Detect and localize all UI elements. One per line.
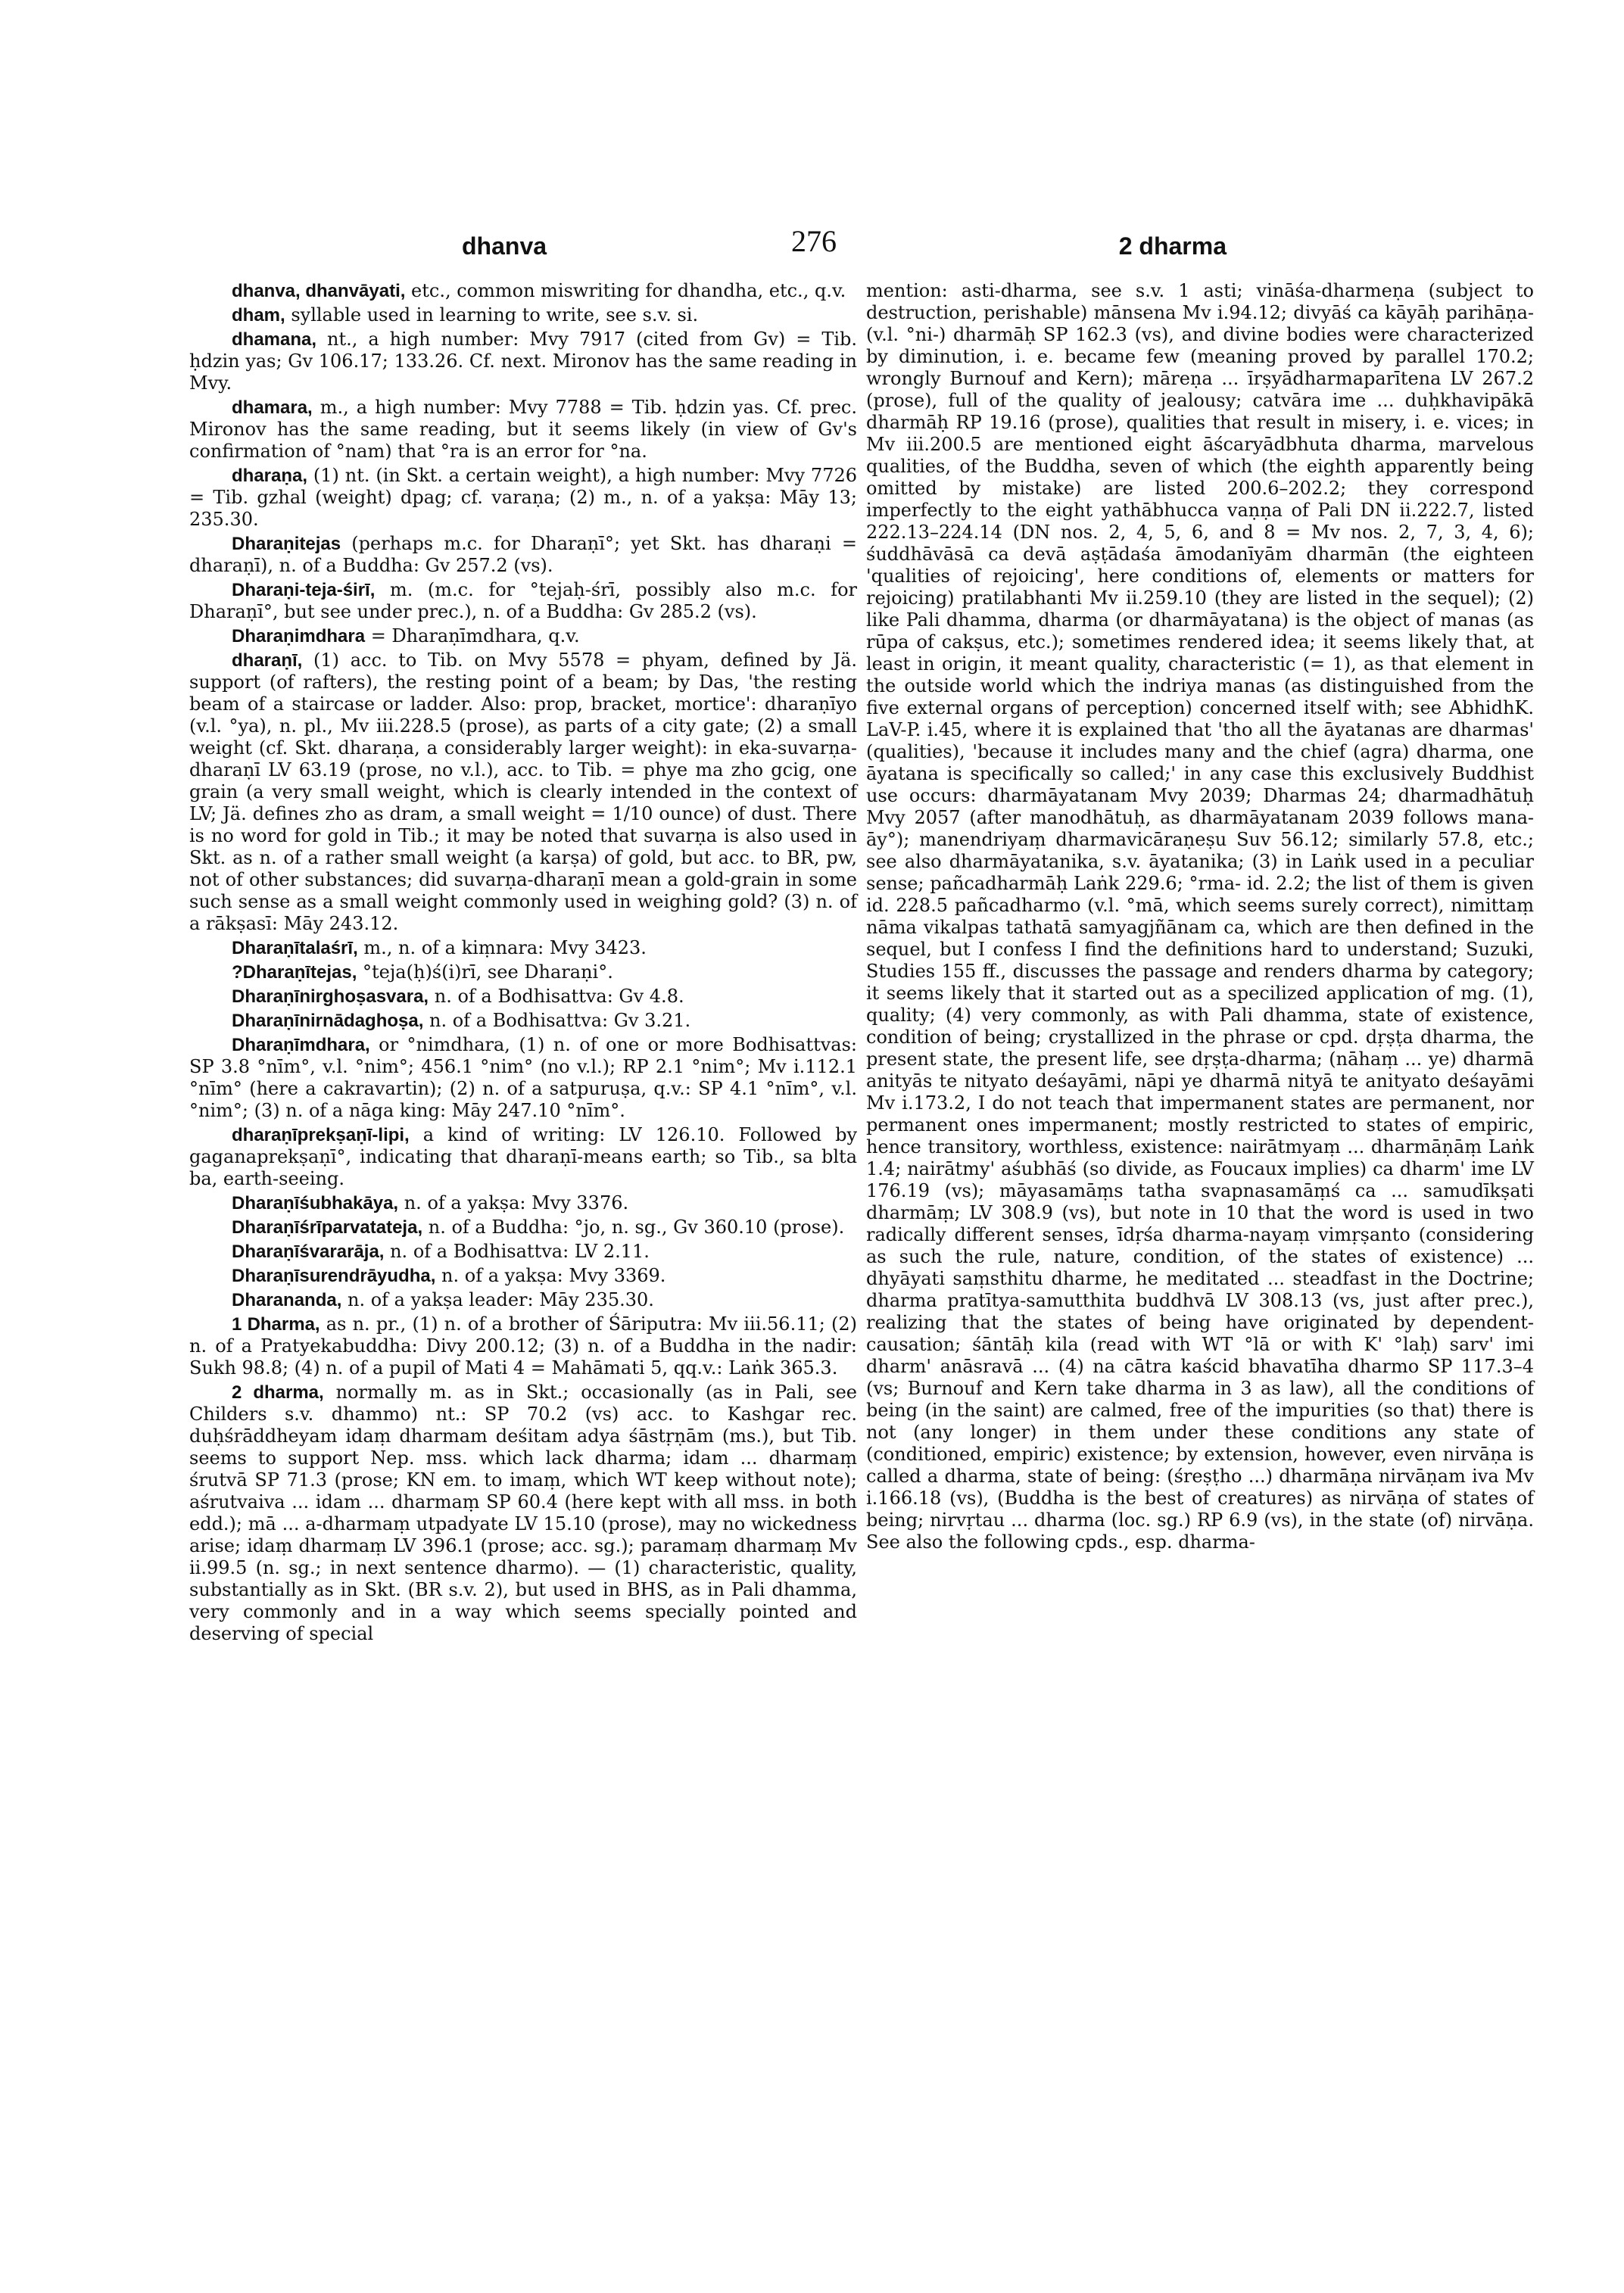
entry-headword: dharaṇī,	[232, 650, 303, 671]
entry-definition: (1) nt. (in Skt. a certain weight), a high number: Mvy 7726 = Tib. gzhal (weight) dpag; cf. varaṇa; (2) m., n. of a yakṣa: Māy 13; 235.30.	[189, 465, 857, 530]
entry-headword: Dharaṇītalaśrī,	[232, 938, 358, 958]
entry-definition: or °nimdhara, (1) n. of one or more Bodhisattvas: SP 3.8 °nīm°, v.l. °nim°; 456.1 °nim° (no v.l.); RP 2.1 °nim°; Mv i.112.1 °nīm° (here a cakravartin); (2) n. of a satpuruṣa, q.v.: SP 4.1 °nīm°, v.l. °nim°; (3) n. of a nāga king: Māy 247.10 °nīm°.	[189, 1034, 857, 1121]
left-column	[189, 280, 857, 1647]
dictionary-entry	[189, 533, 857, 577]
entry-headword: 1 Dharma,	[232, 1314, 320, 1335]
entry-headword: Dharaṇitejas	[232, 534, 341, 554]
dictionary-entry	[189, 625, 857, 647]
dictionary-entry	[189, 986, 857, 1008]
entry-definition: (1) acc. to Tib. on Mvy 5578 = phyam, defined by Jä. support (of rafters), the resting point of a beam; by Das, 'the resting beam of a staircase or ladder. Also: prop, bracket, mortice': dharaṇīyo (v.l. °ya), n. pl., Mv iii.228.5 (prose), as parts of a city gate; (2) a small weight (cf. Skt. dharaṇa, a considerably larger weight): in eka-suvarṇa-dharaṇī LV 63.19 (prose, no v.l.), acc. to Tib. = phye ma zho gcig, one grain (a very small weight, which is clearly intended in the context of LV; Jä. defines zho as dram, a small weight = 1/10 ounce) of dust. There is no word for gold in Tib.; it may be noted that suvarṇa is also used in Skt. as n. of a rather small weight (a karṣa) of gold, but acc. to BR, pw, not of other substances; did suvarṇa-dharaṇī mean a gold-grain in some such sense as a small weight commonly used in weighing gold? (3) n. of a rākṣasī: Māy 243.12.	[189, 650, 857, 934]
dictionary-entry	[189, 1382, 857, 1645]
dictionary-entry	[189, 465, 857, 531]
entry-definition: syllable used in learning to write, see s.v. si.	[285, 304, 699, 326]
entry-headword: Dharaṇīśvararāja,	[232, 1242, 385, 1262]
entry-headword: Dharaṇīmdhara,	[232, 1035, 370, 1055]
entry-headword: dharaṇa,	[232, 466, 308, 486]
entry-definition: n. of a yakṣa: Mvy 3369.	[435, 1265, 666, 1286]
dictionary-entry	[189, 1034, 857, 1122]
entry-definition: °teja(ḥ)ś(i)rī, see Dharaṇi°.	[357, 961, 613, 983]
entry-headword: dharaṇīprekṣaṇī-lipi,	[232, 1125, 410, 1145]
entry-headword: Dharaṇīśubhakāya,	[232, 1193, 399, 1213]
dictionary-entry	[189, 1124, 857, 1190]
entry-definition: n. of a Bodhisattva: LV 2.11.	[384, 1241, 650, 1262]
entry-headword: Dharaṇīnirnādaghoṣa,	[232, 1011, 424, 1031]
entry-definition: a kind of writing: LV 126.10. Followed by gaganaprekṣaṇī°, indicating that dharaṇī-means earth; so Tib., sa blta ba, earth-seeing.	[189, 1124, 857, 1189]
dictionary-entry	[189, 1010, 857, 1032]
dictionary-entry	[189, 1289, 857, 1311]
dictionary-entry	[189, 280, 857, 302]
dictionary-entry	[189, 1192, 857, 1214]
dictionary-entry	[189, 397, 857, 463]
dictionary-entry	[189, 579, 857, 623]
page-number: 276	[791, 224, 837, 258]
entry-definition: n. of a Bodhisattva: Gv 3.21.	[423, 1010, 691, 1031]
entry-headword: dham,	[232, 305, 285, 326]
entry-definition: nt., a high number: Mvy 7917 (cited from Gv) = Tib. ḥdzin yas; Gv 106.17; 133.26. Cf. next. Mironov has the same reading in Mvy.	[189, 329, 857, 394]
entry-definition: normally m. as in Skt.; occasionally (as in Pali, see Childers s.v. dhammo) nt.: SP 70.2 (vs) acc. to Kashgar rec. duḥśrāddheyam idaṃ dharmam deśitam adya śāstṛṇām (ms.), but Tib. seems to support Nep. mss. which lack dharma; idam ... dharmaṃ śrutvā SP 71.3 (prose; KN em. to imaṃ, which WT keep without note); aśrutvaiva ... idam ... dharmaṃ SP 60.4 (here kept with all mss. in both edd.); mā ... a-dharmaṃ utpadyate LV 15.10 (prose), may no wickedness arise; idaṃ dharmaṃ LV 396.1 (prose; acc. sg.); paramaṃ dharmaṃ Mv ii.99.5 (n. sg.; in next sentence dharmo). — (1) characteristic, quality, substantially as in Skt. (BR s.v. 2), but used in BHS, as in Pali dhamma, very commonly and in a way which seems specially pointed and deserving of special	[189, 1382, 857, 1644]
dictionary-entry	[189, 1217, 857, 1238]
entry-headword: Dharaṇīsurendrāyudha,	[232, 1266, 436, 1286]
page-header	[189, 223, 1439, 269]
entry-headword: Dharananda,	[232, 1290, 342, 1310]
entry-definition: m. (m.c. for °tejaḥ-śrī, possibly also m.c. for Dharaṇī°, but see under prec.), n. of a Buddha: Gv 285.2 (vs).	[189, 579, 857, 622]
dictionary-entry	[189, 1265, 857, 1287]
entry-headword: dhamana,	[232, 329, 317, 350]
entry-headword: dhanva, dhanvāyati,	[232, 281, 406, 301]
entry-definition: n. of a yakṣa leader: Māy 235.30.	[341, 1289, 654, 1310]
dictionary-entry	[189, 1313, 857, 1379]
running-head-right: 2 dharma	[1118, 232, 1227, 260]
dictionary-entry	[189, 650, 857, 935]
running-head-left: dhanva	[462, 232, 547, 260]
dictionary-entry	[189, 329, 857, 394]
entry-definition: = Dharaṇīmdhara, q.v.	[365, 625, 580, 646]
continued-entry-text: mention: asti-dharma, see s.v. 1 asti; vināśa-dharmeṇa (subject to destruction, perishable) mānsena Mv i.94.12; divyāś ca kāyāḥ parihāṇa- (v.l. °ni-) dharmāḥ SP 162.3 (vs), and divine bodies were characterized by diminution, i. e. became few (meaning proved by parallel 170.2; wrongly Burnouf and Kern); māreṇa ... īrṣyādharmaparītena LV 267.2 (prose), full of the quality of jealousy; catvāra ime ... duḥkhavipākā dharmāḥ RP 19.16 (prose), qualities that result in misery, i. e. vices; in Mv iii.200.5 are mentioned eight āścaryādbhuta dharma, marvelous qualities, of the Buddha, seven of which (the eighth apparently being omitted by mistake) are listed 200.6–202.2; they correspond imperfectly to the eight yathābhucca vaṇṇa of Pali DN ii.222.7, listed 222.13–224.14 (DN nos. 2, 4, 5, 6, and 8 = Mv nos. 2, 7, 3, 4, 6); śuddhāvāsā ca devā aṣṭādaśa āmodanīyām dharmān (the eighteen 'qualities of rejoicing', here conditions of, elements or matters for rejoicing) pratilabhanti Mv ii.259.10 (they are listed in the sequel); (2) like Pali dhamma, dharma (or dharmāyatana) is the object of manas (as rūpa of cakṣus, etc.); sometimes rendered idea; it seems likely that, at least in origin, it meant quality, characteristic (= 1), as that element in the outside world which the indriya manas (as distinguished from the five external organs of perception) concerned itself with; see AbhidhK. LaV-P. i.45, where it is explained that 'tho all the āyatanas are dharmas' (qualities), 'because it includes many and the chief (agra) dharma, one āyatana is specifically so called;' in any case this exclusively Buddhist use occurs: dharmāyatanam Mvy 2039; Dharmas 24; dharmadhātuḥ Mvy 2057 (after manodhātuḥ, as dharmāyatanam 2039 follows mana-āy°); manendriyaṃ dharmavicāraṇeṣu Suv 56.12; similarly 57.8, etc.; see also dharmāyatanika, s.v. āyatanika; (3) in Laṅk used in a peculiar sense; pañcadharmāḥ Laṅk 229.6; °rma- id. 2.2; the list of them is given id. 228.5 pañcadharmo (v.l. °mā, which seems surely correct), nimittaṃ nāma vikalpas tathatā samyagjñānam ca, which are then defined in the sequel, but I confess I find the definitions hard to understand; Suzuki, Studies 155 ff., discusses the passage and renders dharma by category; it seems likely that it started out as a specilized application of mg. (1), quality; (4) very commonly, as with Pali dhamma, state of existence, condition of being; crystallized in the phrase or cpd. dṛṣṭa dharma, the present state, the present life, see dṛṣṭa-dharma; (nāhaṃ ... ye) dharmā anityās te nityato deśayāmi, nāpi ye dharmā nityā te anityato deśayāmi Mv i.173.2, I do not teach that impermanent states are permanent, nor permanent ones impermanent; mostly restricted to states of empiric, hence transitory, worthless, existence: nairātmyaṃ ... dharmāṇāṃ Laṅk 1.4; nairātmy' aśubhāś (so divide, as Foucaux implies) ca dharm' ime LV 176.19 (vs); māyasamāṃs tatha svapnasamāṃś ca ... samudīkṣati dharmāṃ; LV 308.9 (vs), but note in 10 that the word is used in two radically different senses, īdṛśa dharma-nayaṃ vimṛṣanto (considering as such the rule, nature, condition, of the states of existence) ... dhyāyati saṃsthitu dharme, he meditated ... steadfast in the Doctrine; dharma pratītya-samutthita buddhvā LV 308.13 (vs, just after prec.), realizing that the states of being have originated by dependent-causation; śāntāḥ kila (read with WT °lā or with K' °laḥ) sarv' imi dharm' anāsravā ... (4) na cātra kaścid bhavatīha dharmo SP 117.3–4 (vs; Burnouf and Kern take dharma in 3 as law), all the conditions of being (in the saint) are calmed, free of the impurities (so that) there is not (any longer) in them under these conditions any state of (conditioned, empiric) existence; by extension, however, even nirvāṇa is called a dharma, state of being: (śreṣṭho ...) dharmāṇa nirvāṇam iva Mv i.166.18 (vs), (Buddha is the best of creatures) as nirvāṇa of states of being; nirvṛtau ... dharma (loc. sg.) RP 6.9 (vs), in the state (of) nirvāṇa. See also the following cpds., esp. dharma-	[866, 280, 1534, 1553]
entry-headword: dhamara,	[232, 397, 313, 418]
entry-headword: Dharaṇimdhara	[232, 626, 366, 646]
entry-definition: n. of a Bodhisattva: Gv 4.8.	[429, 986, 684, 1007]
right-column	[866, 280, 1534, 1556]
dictionary-entry	[189, 937, 857, 959]
entry-definition: etc., common miswriting for dhandha, etc., q.v.	[405, 280, 846, 301]
entry-definition: m., a high number: Mvy 7788 = Tib. ḥdzin yas. Cf. prec. Mironov has the same reading, but it seems likely (in view of Gv's confirmation of °nam) that °ra is an error for °na.	[189, 397, 857, 462]
entry-definition: (perhaps m.c. for Dharaṇī°; yet Skt. has dharaṇi = dharaṇī), n. of a Buddha: Gv 257.2 (vs).	[189, 533, 857, 576]
entry-headword: 2 dharma,	[232, 1382, 324, 1403]
dictionary-entry	[189, 1241, 857, 1263]
entry-headword: Dharaṇīnirghoṣasvara,	[232, 986, 429, 1007]
entry-headword: Dharaṇi-teja-śirī,	[232, 580, 376, 600]
dictionary-entry	[189, 961, 857, 983]
entry-headword: ?Dharaṇītejas,	[232, 962, 357, 983]
entry-definition: m., n. of a kiṃnara: Mvy 3423.	[357, 937, 647, 958]
entry-headword: Dharaṇīśrīparvatateja,	[232, 1217, 423, 1238]
entry-definition: n. of a Buddha: °jo, n. sg., Gv 360.10 (prose).	[422, 1217, 845, 1238]
dictionary-entry	[189, 304, 857, 326]
entry-definition: as n. pr., (1) n. of a brother of Śāriputra: Mv iii.56.11; (2) n. of a Pratyekabuddha: Divy 200.12; (3) n. of a Buddha in the nadir: Sukh 98.8; (4) n. of a pupil of Mati 4 = Mahāmati 5, qq.v.: Laṅk 365.3.	[189, 1313, 857, 1379]
entry-definition: n. of a yakṣa: Mvy 3376.	[398, 1192, 629, 1213]
